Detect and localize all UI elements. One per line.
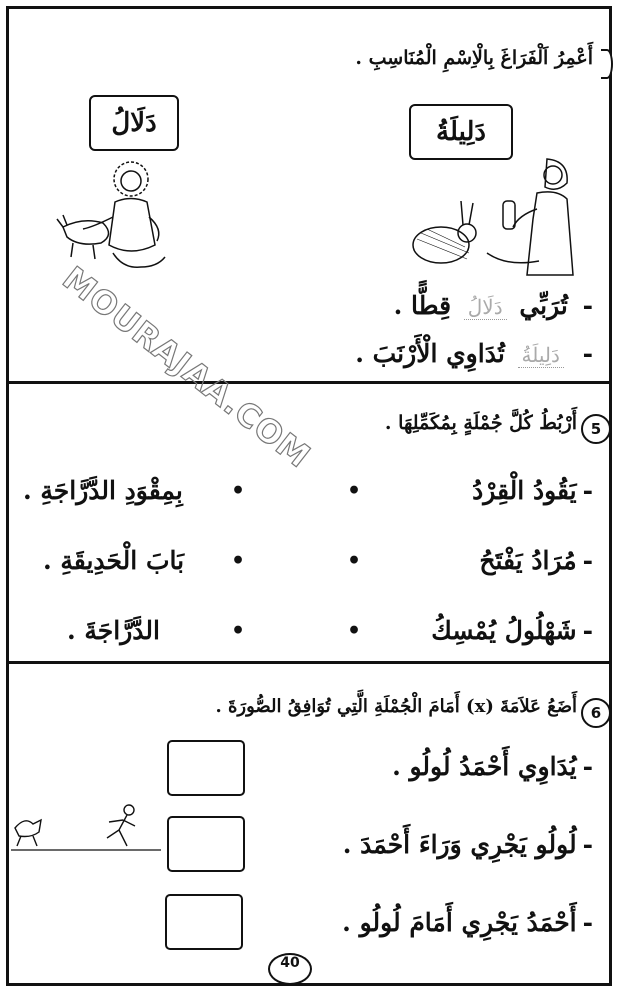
page-number: 40 xyxy=(268,953,312,985)
answer-blank-1[interactable]: دَلَالُ xyxy=(464,295,507,320)
bullet-dash: - xyxy=(582,339,593,368)
instruction-fill-blank: أَعْمِرُ اَلْفَرَاغَ بِالْاِسْمِ الْمُنَاسِبِ . xyxy=(355,47,593,69)
watermark: MOURAJAA.COM xyxy=(55,259,318,476)
match-left-1: بِمِقْوَدِ الدَّرَّاجَةِ . xyxy=(23,476,183,505)
match-dot-right-3[interactable]: • xyxy=(346,618,361,644)
word-box-dalal: دَلَالُ xyxy=(89,95,179,151)
match-dot-left-3[interactable]: • xyxy=(231,618,246,644)
exercise-match xyxy=(9,384,609,664)
checkbox-2[interactable] xyxy=(167,816,245,872)
match-right-1 xyxy=(472,476,593,505)
worksheet-page xyxy=(6,6,612,986)
choice-sentence-1-text: يُدَاوِي أَحْمَدُ لُولُو . xyxy=(392,752,577,781)
match-dot-right-1[interactable]: • xyxy=(346,478,361,504)
bullet-dash: - xyxy=(582,291,593,320)
woman-with-rabbit-illustration xyxy=(407,149,577,284)
sentence-2 xyxy=(355,339,593,368)
choice-sentence-2-text: لُولُو يَجْرِي وَرَاءَ أَحْمَدَ . xyxy=(342,830,577,859)
exercise-number-6: 6 xyxy=(581,698,611,728)
exercise-fill-blank xyxy=(9,9,609,384)
bullet-dash: - xyxy=(582,616,593,645)
sentence-1-end: قِطًّا . xyxy=(393,291,452,320)
sentence-2-end: تُدَاوِي الْأَرْنَبَ . xyxy=(355,339,505,368)
match-right-1-text: يَقُودُ الْقِرْدُ xyxy=(472,476,577,505)
match-right-3-text: شَهْلُولُ يُمْسِكُ xyxy=(431,616,577,645)
checkbox-3[interactable] xyxy=(165,894,243,950)
instruction-choose: أَضَعُ عَلاَمَةَ (x) أَمَامَ الْجُمْلَةِ الَّتِي تُوَافِقُ الصُّورَةَ . xyxy=(215,696,577,717)
match-right-2-text: مُرَادُ يَفْتَحُ xyxy=(479,546,577,575)
bullet-dash: - xyxy=(582,908,593,937)
word-box-dalila: دَلِيلَةُ xyxy=(409,104,513,160)
exercise-choose xyxy=(9,664,609,986)
match-dot-left-1[interactable]: • xyxy=(231,478,246,504)
bullet-dash: - xyxy=(582,546,593,575)
checkbox-1[interactable] xyxy=(167,740,245,796)
match-left-2: بَابَ الْحَدِيقَةِ . xyxy=(43,546,185,575)
bullet-dash: - xyxy=(582,752,593,781)
choice-sentence-2 xyxy=(343,830,593,859)
choice-sentence-3 xyxy=(342,908,593,937)
sentence-1-start: تُرَبِّي xyxy=(519,291,568,320)
match-right-3 xyxy=(431,616,593,645)
exercise-number-marker xyxy=(601,49,613,79)
running-boy-and-dog-illustration xyxy=(11,802,161,854)
bullet-dash: - xyxy=(582,476,593,505)
sentence-1 xyxy=(394,291,593,320)
instruction-match: أَرْبُطُ كُلَّ جُمْلَةٍ بِمُكَمِّلِهَا . xyxy=(384,412,577,434)
match-dot-right-2[interactable]: • xyxy=(346,548,361,574)
exercise-number-5: 5 xyxy=(581,414,611,444)
choice-sentence-1 xyxy=(392,752,593,781)
girl-with-cat-illustration xyxy=(53,157,183,275)
choice-sentence-3-text: أَحْمَدُ يَجْرِي أَمَامَ لُولُو . xyxy=(342,908,577,937)
match-right-2 xyxy=(479,546,593,575)
match-left-3: الدَّرَّاجَةَ . xyxy=(67,616,160,645)
match-dot-left-2[interactable]: • xyxy=(231,548,246,574)
answer-blank-2[interactable]: دَلِيلَةُ xyxy=(518,343,564,368)
bullet-dash: - xyxy=(582,830,593,859)
